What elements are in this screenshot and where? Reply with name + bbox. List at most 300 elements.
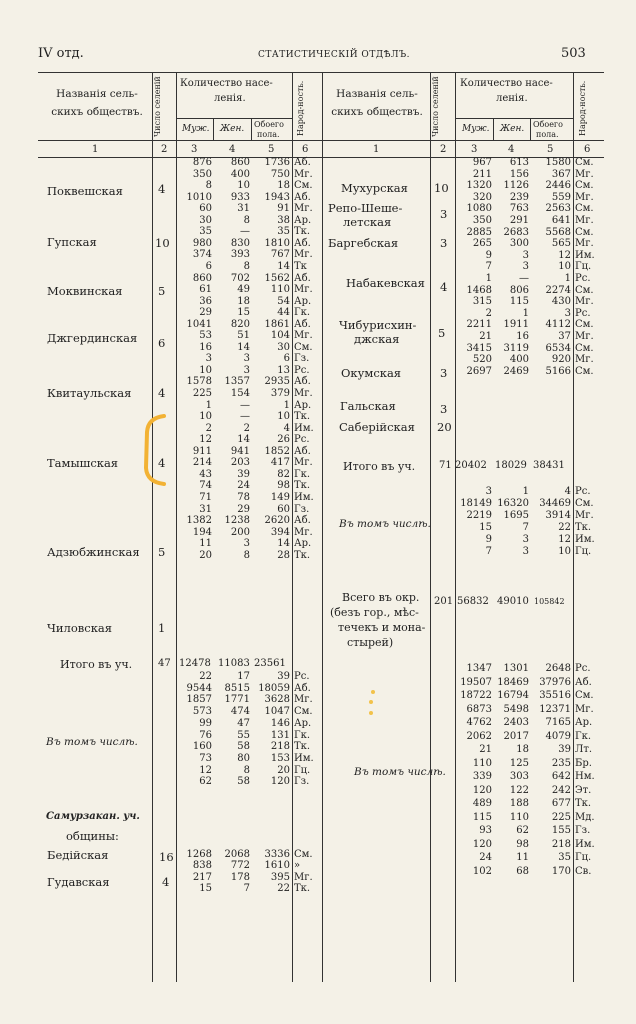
male-cell: 115 [472,811,492,823]
header-population-l1: Количество насе- [180,78,273,89]
female-cell: 1695 [503,510,529,521]
male-cell: 3 [485,486,492,497]
male-cell: 73 [199,752,212,764]
both-cell: 38 [277,214,290,226]
pop-subheader-rule-right [455,118,573,119]
female-cell: 156 [509,168,529,180]
both-cell: 110 [270,284,290,296]
both-cell: 677 [551,798,571,809]
both-cell: 2935 [264,376,290,388]
male-cell: 339 [472,771,492,782]
both-cell: 235 [551,757,571,769]
nationality-cell: Мг. [575,510,594,521]
header-nationality-right: Народ-ность. [578,80,587,136]
col-rule [251,118,252,140]
female-cell: 58 [237,741,250,753]
male-cell: 2697 [466,365,492,377]
nationality-cell: Гк. [294,468,311,480]
female-cell: 820 [230,318,250,330]
right-incl-label: Въ томъ числѣ. [339,518,431,530]
female-cell: 78 [237,491,250,503]
female-cell: 941 [230,445,250,457]
both-cell: 35 [558,852,571,863]
nationality-cell: Гц. [294,764,311,776]
both-cell: 1580 [545,157,571,168]
both-cell: 1943 [264,191,290,203]
both-cell: 5568 [545,226,571,238]
both-cell: 7165 [545,717,571,728]
female-cell: 3 [522,261,529,273]
both-cell: 642 [551,771,571,782]
left-total-both: 23561 [254,658,286,669]
both-cell: 20 [277,764,290,776]
colnum: 6 [584,144,591,155]
both-cell: 28 [277,549,290,561]
colnum: 2 [440,144,447,155]
female-cell: 8 [243,764,250,776]
header-both-l1-right: Обоего [533,120,563,129]
nationality-cell: Гк. [575,730,592,742]
group-name: Чиловская [47,621,112,635]
nationality-cell: См. [575,365,594,377]
orange-bracket-mark [140,412,170,488]
both-cell: 13 [277,364,290,376]
female-cell: 125 [509,757,529,769]
both-cell: 91 [277,203,290,215]
right-total-label: Итого въ уч. [343,460,416,473]
group-name: Моквинская [47,284,123,298]
nationality-cell: Св. [575,865,592,877]
female-cell: 702 [230,272,250,284]
nationality-cell: Гц. [575,546,592,557]
female-cell: — [240,226,250,238]
group-villages-right: 4 [440,280,448,294]
nationality-cell: Им. [294,752,314,764]
nationality-cell: Тк. [294,226,311,238]
female-cell: 1911 [503,319,529,331]
male-cell: 838 [192,860,212,872]
female-cell: — [240,399,250,411]
nationality-cell: Тк. [575,798,592,809]
both-cell: 170 [551,865,571,877]
nationality-cell: Рс. [294,364,310,376]
female-cell: 110 [509,811,529,823]
header-villages-right: Число селеній [431,76,440,137]
pop-subheader-rule-left [176,118,292,119]
nationality-cell: Ар. [294,399,312,411]
nationality-cell: Аб. [294,445,311,457]
header-population-l2-right: ленія. [496,93,528,104]
nationality-cell: Мг. [575,215,594,226]
both-cell: 22 [277,883,290,895]
both-cell: 1562 [264,272,290,284]
colnum: 3 [191,144,198,155]
nationality-cell: Им. [294,491,314,503]
both-cell: 35 [277,226,290,238]
col-rule [176,72,177,982]
header-rule [38,140,604,141]
group-name-right: Баргебская [328,236,399,250]
header-name-l1: Названія сель- [56,88,138,100]
both-cell: 104 [270,330,290,342]
both-cell: 39 [277,671,290,682]
male-cell: 1 [485,273,492,284]
group-name: Джгердинская [47,331,138,345]
group-name-right-l2: летская [343,215,392,229]
nationality-cell: Им. [575,534,595,545]
male-cell: 36 [199,295,212,307]
female-cell: 31 [237,203,250,215]
both-cell: 394 [270,526,290,538]
nationality-cell: Тк. [294,741,311,753]
female-cell: 1301 [503,663,529,674]
female-cell: 8 [243,260,250,272]
male-cell: 9 [485,249,492,261]
both-cell: 35516 [539,690,571,701]
nationality-cell: См. [294,180,313,192]
both-cell: 12 [558,534,571,545]
both-cell: 6 [283,353,290,365]
male-cell: 350 [192,168,212,180]
group-villages: 6 [158,336,166,350]
both-cell: 39 [558,744,571,755]
left-total-label: Итого въ уч. [60,658,133,671]
both-cell: 82 [277,468,290,480]
male-cell: 10 [199,364,212,376]
male-cell: 876 [192,157,212,168]
both-cell: 10 [277,411,290,423]
colnum: 6 [302,144,309,155]
nationality-cell: Тк. [294,549,311,561]
female-cell: 8515 [224,682,250,694]
nationality-cell: См. [575,226,594,238]
both-cell: 1610 [264,860,290,872]
both-cell: 559 [551,191,571,203]
nationality-cell: Рс. [294,671,310,682]
nationality-cell: Мг. [294,168,313,180]
male-cell: 22 [199,671,212,682]
female-cell: — [240,411,250,423]
nationality-cell: Мг. [575,296,594,308]
male-cell: 1268 [186,849,212,860]
nationality-cell: Аб. [575,676,592,688]
group-name: Бедійская [47,848,109,862]
grand-total-l2: (безъ гор., мѣс- [330,606,419,619]
group-name: Квитаульская [47,386,132,400]
male-cell: 110 [472,757,492,769]
male-cell: 350 [472,215,492,226]
header-both-l2: пола. [257,130,280,139]
male-cell: 2062 [466,730,492,742]
male-cell: 9 [485,534,492,545]
header-male-right: Муж. [462,124,490,134]
nationality-cell: Гк. [294,307,311,319]
colnum: 1 [373,144,380,155]
male-cell: 2 [485,307,492,319]
both-cell: 54 [277,295,290,307]
male-cell: 19507 [460,676,492,688]
colnum: 5 [268,144,275,155]
female-cell: 98 [516,838,529,850]
group-name-right: Набакевская [346,276,425,290]
male-cell: 74 [199,480,212,492]
group-villages: 5 [158,284,166,298]
nationality-cell: Тк. [575,522,592,533]
male-cell: 320 [472,191,492,203]
female-cell: 47 [237,717,250,729]
female-cell: 3 [243,538,250,550]
nationality-cell: Ар. [294,295,312,307]
group-villages: 10 [155,236,170,250]
female-cell: 58 [237,776,250,788]
header-both-l1: Обоего [254,120,284,129]
right-total-both: 38431 [533,460,565,471]
female-cell: 400 [509,354,529,366]
both-cell: 1810 [264,237,290,249]
female-cell: 51 [237,330,250,342]
group-name-right: Саберійская [339,420,415,434]
female-cell: 2017 [503,730,529,742]
male-cell: 520 [472,354,492,366]
nationality-cell: Мг. [294,457,313,469]
nationality-cell: Аб. [294,237,311,249]
male-cell: 3 [205,353,212,365]
male-cell: 15 [479,522,492,533]
both-cell: 37976 [539,676,571,688]
nationality-cell: Рс. [575,273,591,284]
grand-total-male: 56832 [457,596,489,607]
nationality-cell: Аб. [294,318,311,330]
both-cell: 417 [270,457,290,469]
both-cell: 4 [283,422,290,434]
both-cell: 2563 [545,203,571,215]
grand-total-villages: 201 [434,596,454,607]
grand-total-both: 105842 [534,597,565,606]
male-cell: 99 [199,717,212,729]
male-cell: 2885 [466,226,492,238]
male-cell: 7 [485,546,492,557]
both-cell: 10 [558,261,571,273]
female-cell: 18 [516,744,529,755]
female-cell: 14 [237,434,250,446]
both-cell: 218 [551,838,571,850]
female-cell: 7 [243,883,250,895]
both-cell: 131 [270,729,290,741]
header-name-l2: скихъ обществъ. [51,106,143,118]
male-cell: 7 [485,261,492,273]
female-cell: 772 [230,860,250,872]
male-cell: 2 [205,422,212,434]
male-cell: 1320 [466,180,492,192]
both-cell: 14 [277,260,290,272]
col-rule [322,72,323,982]
female-cell: 3119 [503,342,529,354]
male-cell: 18149 [460,498,492,509]
male-cell: 20 [199,549,212,561]
nationality-cell: Гз. [575,825,591,836]
both-cell: 1861 [264,318,290,330]
header-name-l1-right: Названія сель- [336,88,418,100]
nationality-cell: Рс. [575,486,591,497]
male-cell: 1 [205,399,212,411]
female-cell: 18 [237,295,250,307]
group-villages-right: 10 [434,181,449,195]
female-cell: 613 [509,157,529,168]
nationality-cell: См. [294,849,313,860]
nationality-cell: Мг. [294,203,313,215]
nationality-cell: См. [294,706,313,718]
female-cell: 2683 [503,226,529,238]
male-cell: 9544 [186,682,212,694]
male-cell: 31 [199,503,212,515]
female-cell: 68 [516,865,529,877]
both-cell: 5166 [545,365,571,377]
male-cell: 1347 [466,663,492,674]
female-cell: 7 [522,522,529,533]
female-cell: 55 [237,729,250,741]
female-cell: 1771 [224,694,250,706]
nationality-cell: Рс. [294,434,310,446]
male-cell: 16 [199,341,212,353]
both-cell: 430 [551,296,571,308]
male-cell: 980 [192,237,212,249]
nationality-cell: См. [575,690,594,701]
male-cell: 217 [192,871,212,883]
nationality-cell: См. [575,284,594,296]
female-cell: 8 [243,214,250,226]
both-cell: 26 [277,434,290,446]
col-rule [493,118,494,140]
male-cell: 12 [199,764,212,776]
nationality-cell: См. [575,342,594,354]
female-cell: 8 [243,549,250,561]
male-cell: 1080 [466,203,492,215]
group-name: Гудавская [47,875,110,889]
nationality-cell: Рс. [575,663,591,674]
both-cell: 4112 [545,319,571,331]
both-cell: 18 [277,180,290,192]
male-cell: 71 [199,491,212,503]
male-cell: 43 [199,468,212,480]
both-cell: 1 [283,399,290,411]
female-cell: 763 [509,203,529,215]
group-villages-right: 3 [440,366,448,380]
both-cell: 3336 [264,849,290,860]
female-cell: 1357 [224,376,250,388]
grand-incl-label: Въ томъ числѣ. [354,766,446,778]
nationality-cell: Нм. [575,771,595,782]
col-rule [455,72,456,982]
both-cell: 98 [277,480,290,492]
col-rule [152,72,153,982]
nationality-cell: » [294,860,301,872]
nationality-cell: Эт. [575,784,592,796]
female-cell: 300 [509,238,529,250]
nationality-cell: Гц. [575,852,592,863]
nationality-cell: Тк. [294,411,311,423]
both-cell: 6534 [545,342,571,354]
colnum: 2 [161,144,168,155]
nationality-cell: Ар. [294,717,312,729]
both-cell: 3628 [264,694,290,706]
nationality-cell: Гз. [294,776,310,788]
nationality-cell: Гк. [294,729,311,741]
male-cell: 2211 [466,319,492,331]
nationality-cell: Им. [575,838,595,850]
nationality-cell: Гз. [294,503,310,515]
nationality-cell: Гц. [575,261,592,273]
female-cell: 2469 [503,365,529,377]
col-rule [530,118,531,140]
both-cell: 2620 [264,515,290,527]
both-cell: 37 [558,331,571,342]
male-cell: 225 [192,388,212,399]
female-cell: 3 [522,546,529,557]
colnum: 5 [547,144,554,155]
male-cell: 3415 [466,342,492,354]
right-total-villages: 71 [439,460,452,471]
both-cell: 565 [551,238,571,250]
female-cell: 393 [230,249,250,261]
male-cell: 35 [199,226,212,238]
female-cell: 15 [237,307,250,319]
right-total-male: 20402 [455,460,487,471]
male-cell: 21 [479,331,492,342]
nationality-cell: См. [575,498,594,509]
both-cell: 767 [270,249,290,261]
both-cell: 4 [564,486,571,497]
header-population-l1-right: Количество насе- [460,78,553,89]
nationality-cell: Мг. [575,168,594,180]
both-cell: 242 [551,784,571,796]
female-cell: 115 [509,296,529,308]
male-cell: 8 [205,180,212,192]
left-total-female: 11083 [218,658,250,669]
male-cell: 61 [199,284,212,296]
both-cell: 3914 [545,510,571,521]
group-name-right-l1: Чибурисхин- [339,318,417,332]
nationality-cell: Мг. [575,331,594,342]
header-male: Муж. [182,124,210,134]
nationality-cell: Тк. [294,883,311,895]
nationality-cell: См. [575,203,594,215]
nationality-cell: Им. [575,249,595,261]
female-cell: 17 [237,671,250,682]
group-villages-right: 3 [440,236,448,250]
female-cell: 291 [509,215,529,226]
female-cell: 14 [237,341,250,353]
group-villages: 5 [158,545,166,559]
male-cell: 4762 [466,717,492,728]
female-cell: 3 [522,534,529,545]
grand-total-l1: Всего въ окр. [342,591,420,604]
female-cell: 1 [522,307,529,319]
male-cell: 62 [199,776,212,788]
group-villages-right: 20 [437,420,452,434]
both-cell: 1 [564,273,571,284]
male-cell: 120 [472,838,492,850]
group-villages: 4 [158,456,166,470]
male-cell: 160 [192,741,212,753]
nationality-cell: Мг. [575,703,594,715]
nationality-cell: Аб. [294,515,311,527]
female-cell: 830 [230,237,250,249]
female-cell: 5498 [503,703,529,715]
female-cell: 16 [516,331,529,342]
group-name-right: Мухурская [341,181,408,195]
both-cell: 2446 [545,180,571,192]
male-cell: 11 [199,538,212,550]
